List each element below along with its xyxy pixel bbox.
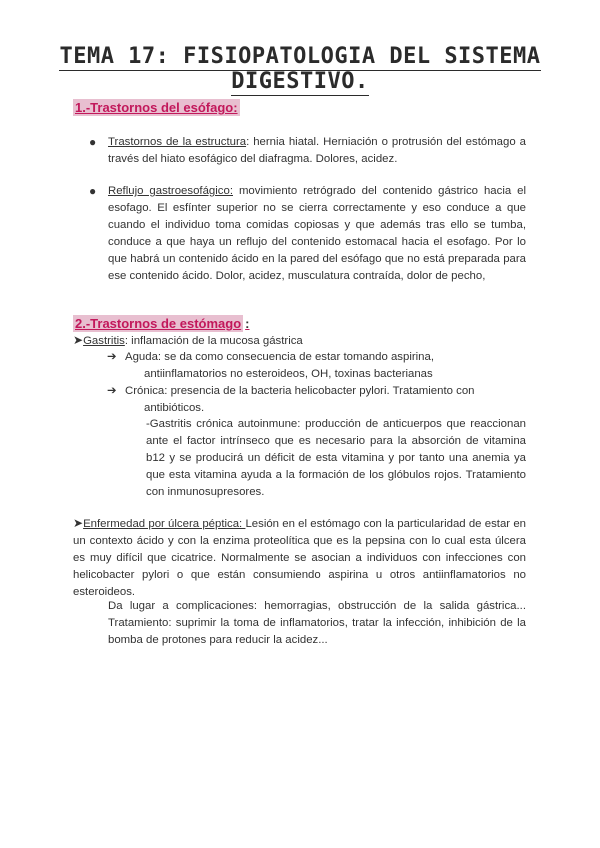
bullet-reflujo [108,183,526,285]
cronica-line-2: antibióticos. [144,402,205,414]
section-heading-esofago-text: 1.-Trastornos del esófago: [75,100,238,115]
arrow-icon: ➔ [107,351,117,363]
section-heading-estomago [73,316,252,331]
arrow-icon: ➔ [107,385,117,397]
section-heading-estomago-text: 2.-Trastornos de estómago [75,316,242,331]
gastritis-autoinmune: -Gastritis crónica autoinmune: producción de anticuerpos que reaccionan ante el factor intrínseco que es necesario para la absorción de vitamina b12 y se producirá un déficit de esta vitamina y por tanto una anemia ya que esta vitamina ayuda a la formación de los glóbulos rojos. Tratamiento con inmunosupresores. [146,418,526,498]
text-trastornos-estructura: : hernia hiatal. Herniación o protrusión del estómago a través del hiato esofágico del diafragma. Dolores, acidez. [108,136,526,165]
aguda-line-2: antiinflamatorios no esteroideos, OH, toxinas bacterianas [144,368,433,380]
complicaciones-tratamiento: Da lugar a complicaciones: hemorragias, obstrucción de la salida gástrica... Tratamiento: suprimir la toma de inflamatorios, tratar la infección, inhibición de la bomba de protones para reducir la acidez... [108,600,526,646]
bullet-icon: ● [89,184,97,198]
page-title-text: TEMA 17: FISIOPATOLOGIA DEL SISTEMA DIGESTIVO. [59,44,541,94]
term-gastritis: Gastritis [83,335,125,347]
bullet-icon: ● [89,135,97,149]
pointer-icon: ➤ [73,333,84,347]
text-gastritis: : inflamación de la mucosa gástrica [124,335,303,347]
ulcera-peptica [73,515,526,601]
aguda-line-1: Aguda: se da como consecuencia de estar tomando aspirina, [125,351,435,363]
term-reflujo: Reflujo gastroesofágico: [108,185,233,197]
gastritis-line [73,332,303,350]
section-heading-colon: : [245,316,250,331]
term-ulcera: Enfermedad por úlcera péptica: [83,518,246,530]
cronica-line-1: Crónica: presencia de la bacteria helicobacter pylori. Tratamiento con [125,385,475,397]
page-title [0,44,600,94]
text-reflujo: movimiento retrógrado del contenido gástrico hacia el esofago. El esfínter superior no se cierra correctamente y eso conduce a que cuando el individuo toma comidas copiosas y que además tras ello se tumba, conduce a que haya un reflujo del contenido estomacal hacia el esofago. Por lo que habrá un contenido ácido en la pared del esófago que no está preparada para ese contenido ácido. Dolor, acidez, musculatura contraída, dolor de pecho, [108,185,526,282]
text-ulcera: Lesión en el estómago con la particularidad de estar en un contexto ácido y con la enzima proteolítica que es la pepsina con lo cual esta úlcera es muy difícil que cicatrice. Normalmente se asocian a individuos con infecciones con helicobacter pylori o que están consumiendo aspirina u otros antiinflamatorios no esteroideos. [73,518,526,598]
term-trastornos-estructura: Trastornos de la estructura [108,136,247,148]
section-heading-esofago [73,100,240,115]
bullet-trastornos-estructura [108,134,526,168]
pointer-icon: ➤ [73,516,84,530]
